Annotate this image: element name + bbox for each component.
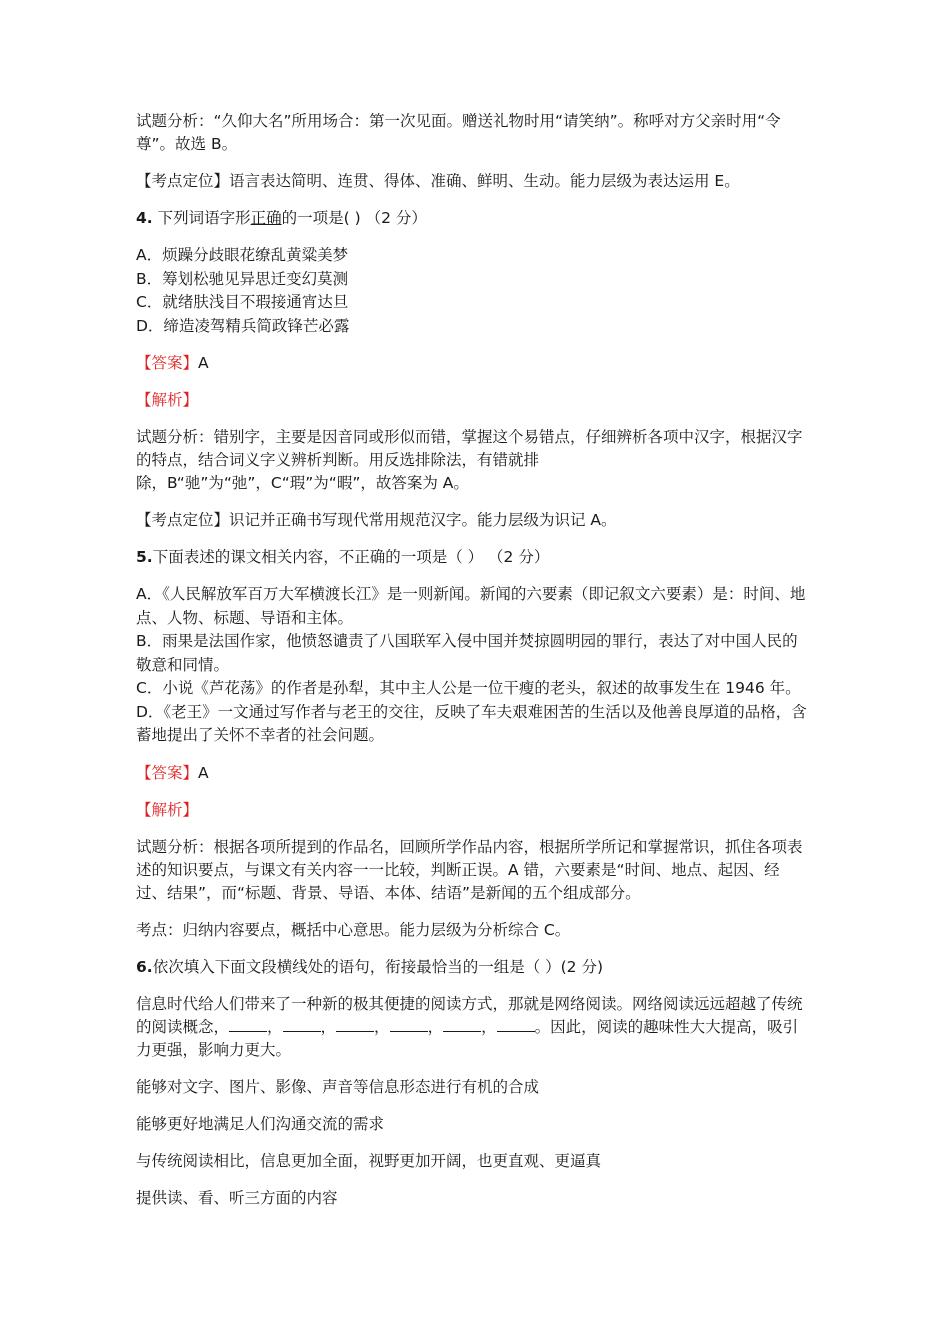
question-number: 5. bbox=[136, 548, 153, 566]
answer-value: A bbox=[198, 354, 209, 372]
stem-underlined: 正确 bbox=[250, 209, 282, 227]
question-number: 4. bbox=[136, 209, 153, 227]
stem-text: 下面表述的课文相关内容，不正确的一项是（ ） （2 分） bbox=[152, 548, 550, 566]
option-c: C．就绪肤浅目不瑕接通宵达旦 bbox=[136, 293, 349, 311]
blank-4 bbox=[390, 1017, 428, 1032]
document-page bbox=[136, 110, 808, 1224]
answer-line bbox=[136, 352, 808, 375]
answer-tag: 【答案】 bbox=[136, 354, 199, 372]
jiexi-line bbox=[136, 799, 808, 822]
analysis-paragraph: 试题分析：根据各项所提到的作品名，回顾所学作品内容，根据所学所记和掌握常识，抓住各项表述的知识要点，与课文有关内容一一比较，判断正误。A 错，六要素是“时间、地点、起因、经过、结果”，而“标题、背景、导语、本体、结语”是新闻的五个组成部分。 bbox=[136, 837, 803, 902]
sentence-item: 能够更好地满足人们沟通交流的需求 bbox=[136, 1114, 385, 1133]
kaodian-paragraph: 考点：归纳内容要点，概括中心意思。能力层级为分析综合 C。 bbox=[136, 920, 571, 939]
question-6-passage: 信息时代给人们带来了一种新的极其便捷的阅读方式，那就是网络阅读。网络阅读远远超越了传统的阅读概念， ， ， ， ， ， 。因此，阅读的趣味性大大提高，吸引力更强，影响力更大。 bbox=[136, 994, 803, 1059]
option-a: A．烦躁分歧眼花缭乱黄粱美梦 bbox=[136, 246, 349, 264]
analysis-paragraph: 试题分析：“久仰大名”所用场合：第一次见面。赠送礼物时用“请笑纳”。称呼对方父亲时用“令尊”。故选 B。 bbox=[136, 112, 781, 153]
option-b: B．雨果是法国作家，他愤怒谴责了八国联军入侵中国并焚掠圆明园的罪行，表达了对中国人民的敬意和同情。 bbox=[136, 632, 798, 674]
question-6-stem bbox=[136, 956, 808, 979]
jiexi-line bbox=[136, 389, 808, 412]
blank-6 bbox=[497, 1017, 535, 1032]
stem-text: 依次填入下面文段横线处的语句，衔接最恰当的一组是（ ）(2 分) bbox=[152, 957, 603, 976]
question-5-options bbox=[136, 583, 808, 748]
option-d: D．《老王》一文通过写作者与老王的交往，反映了车夫艰难困苦的生活以及他善良厚道的品格，含蓄地提出了关怀不幸者的社会问题。 bbox=[136, 702, 807, 744]
blank-5 bbox=[443, 1017, 481, 1032]
option-b: B．筹划松驰见异思迁变幻莫测 bbox=[136, 269, 349, 288]
question-5-stem bbox=[136, 546, 808, 569]
stem-text: 的一项是( ) （2 分） bbox=[281, 209, 427, 227]
blank-2 bbox=[283, 1017, 321, 1032]
question-number: 6. bbox=[136, 957, 153, 976]
blank-1 bbox=[229, 1017, 267, 1032]
sentence-item: 提供读、看、听三方面的内容 bbox=[136, 1188, 338, 1207]
analysis-paragraph: 试题分析：错别字，主要是因音同或形似而错，掌握这个易错点，仔细辨析各项中汉字，根据汉字的特点，结合词义字义辨析判断。用反选排除法，有错就排 除，B“驰”为“弛”，C“瑕”为“暇”，故答案为 A。 bbox=[136, 428, 803, 492]
question-4-options bbox=[136, 244, 808, 338]
option-c: C．小说《芦花荡》的作者是孙犁，其中主人公是一位干瘦的老头，叙述的故事发生在 1946 年。 bbox=[136, 679, 801, 697]
blank-3 bbox=[336, 1017, 374, 1032]
sentence-item: 能够对文字、图片、影像、声音等信息形态进行有机的合成 bbox=[136, 1077, 540, 1096]
question-4-stem bbox=[136, 207, 808, 230]
jiexi-tag: 【解析】 bbox=[136, 391, 199, 409]
answer-tag: 【答案】 bbox=[136, 763, 199, 782]
answer-line bbox=[136, 762, 808, 785]
stem-text: 下列词语字形 bbox=[152, 209, 251, 227]
sentence-item: 与传统阅读相比，信息更加全面，视野更加开阔，也更直观、更逼真 bbox=[136, 1151, 602, 1170]
option-d: D．缔造凌驾精兵简政锋芒必露 bbox=[136, 316, 350, 335]
answer-value: A bbox=[198, 763, 209, 782]
kaodian-paragraph: 【考点定位】语言表达简明、连贯、得体、准确、鲜明、生动。能力层级为表达运用 E。 bbox=[136, 172, 740, 190]
jiexi-tag: 【解析】 bbox=[136, 800, 199, 819]
option-a: A．《人民解放军百万大军横渡长江》是一则新闻。新闻的六要素（即记叙文六要素）是：时间、地点、人物、标题、导语和主体。 bbox=[136, 585, 806, 627]
kaodian-paragraph: 【考点定位】识记并正确书写现代常用规范汉字。能力层级为识记 A。 bbox=[136, 511, 617, 529]
